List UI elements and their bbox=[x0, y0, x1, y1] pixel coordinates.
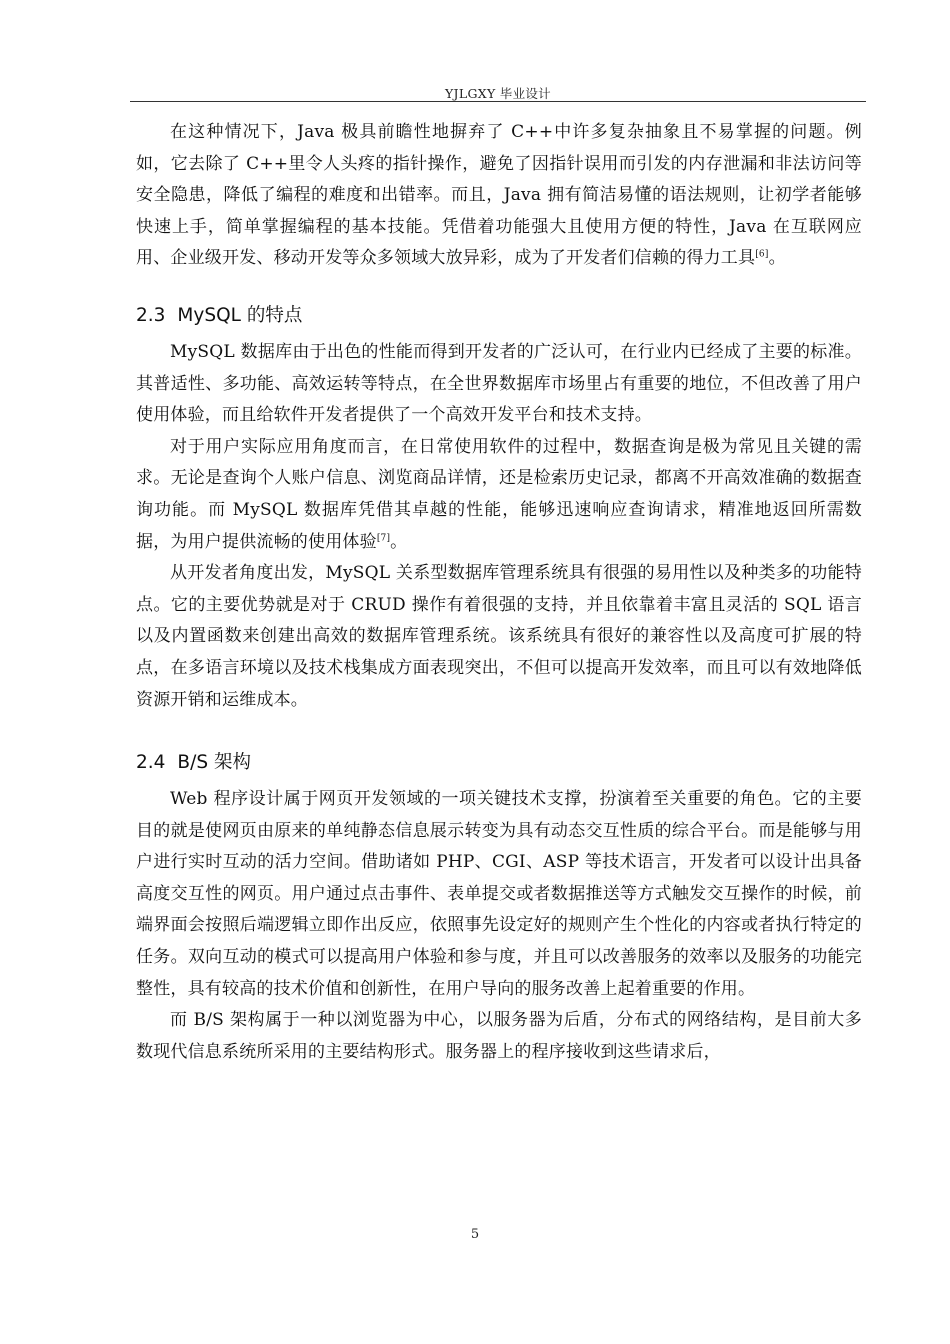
paragraph-bs-structure: 而 B/S 架构属于一种以浏览器为中心，以服务器为后盾，分布式的网络结构，是目前大多数现代信息系统所采用的主要结构形式。服务器上的程序接收到这些请求后， bbox=[136, 1010, 862, 1062]
paragraph-mysql-developer: 从开发者角度出发，MySQL 关系型数据库管理系统具有很强的易用性以及种类多的功能特点。它的主要优势就是对于 CRUD 操作有着很强的支持，并且依靠着丰富且灵活的 SQL 语言以及内置函数来创建出高效的数据库管理系统。该系统具有很好的兼容性以及高度可扩展的特点，在多语言环境以及技术栈集成方面表现突出，不但可以提高开发效率，而且可以有效地降低资源开销和运维成本。 bbox=[136, 563, 862, 710]
section-title: MySQL 的特点 bbox=[177, 304, 303, 326]
section-heading-bs-architecture bbox=[136, 750, 862, 776]
paragraph-tail: 。 bbox=[390, 531, 408, 552]
page-number: 5 bbox=[470, 1227, 480, 1242]
paragraph-mysql-user bbox=[136, 432, 862, 558]
citation-ref[interactable]: [6] bbox=[755, 249, 769, 260]
paragraph-tail: 。 bbox=[768, 248, 786, 269]
paragraph-text: 在这种情况下，Java 极具前瞻性地摒弃了 C++中许多复杂抽象且不易掌握的问题。例如，它去除了 C++里令人头疼的指针操作，避免了因指针误用而引发的内存泄漏和非法访问等安全隐患，降低了编程的难度和出错率。而且，Java 拥有简洁易懂的语法规则，让初学者能够快速上手，简单掌握编程的基本技能。凭借着功能强大且使用方便的特性，Java 在互联网应用、企业级开发、移动开发等众多领域大放异彩，成为了开发者们信赖的得力工具 bbox=[136, 122, 862, 269]
page-header: YJLGXY 毕业设计 bbox=[445, 86, 551, 101]
paragraph-mysql-intro: MySQL 数据库由于出色的性能而得到开发者的广泛认可，在行业内已经成了主要的标准。其普适性、多功能、高效运转等特点，在全世界数据库市场里占有重要的地位，不但改善了用户使用体验，而且给软件开发者提供了一个高效开发平台和技术支持。 bbox=[136, 341, 862, 426]
header-rule bbox=[130, 101, 866, 102]
paragraph-web-programming: Web 程序设计属于网页开发领域的一项关键技术支撑，扮演着至关重要的角色。它的主要目的就是使网页由原来的单纯静态信息展示转变为具有动态交互性质的综合平台。而是能够与用户进行实时互动的活力空间。借助诸如 PHP、CGI、ASP 等技术语言，开发者可以设计出具备高度交互性的网页。用户通过点击事件、表单提交或者数据推送等方式触发交互操作的时候，前端界面会按照后端逻辑立即作出反应，依照事先设定好的规则产生个性化的内容或者执行特定的任务。双向互动的模式可以提高用户体验和参与度，并且可以改善服务的效率以及服务的功能完整性，具有较高的技术价值和创新性，在用户导向的服务改善上起着重要的作用。 bbox=[136, 789, 862, 999]
section-title: B/S 架构 bbox=[177, 752, 251, 774]
paragraph-java-features bbox=[136, 117, 862, 275]
section-heading-mysql bbox=[136, 303, 862, 329]
page-body bbox=[136, 117, 862, 1068]
section-number: 2.4 bbox=[136, 752, 166, 774]
citation-ref[interactable]: [7] bbox=[376, 532, 391, 543]
section-number: 2.3 bbox=[136, 304, 166, 326]
paragraph-text: 对于用户实际应用角度而言，在日常使用软件的过程中，数据查询是极为常见且关键的需求。无论是查询个人账户信息、浏览商品详情，还是检索历史记录，都离不开高效准确的数据查询功能。而 MySQL 数据库凭借其卓越的性能，能够迅速响应查询请求，精准地返回所需数据，为用户提供流畅的使用体验 bbox=[136, 436, 862, 552]
